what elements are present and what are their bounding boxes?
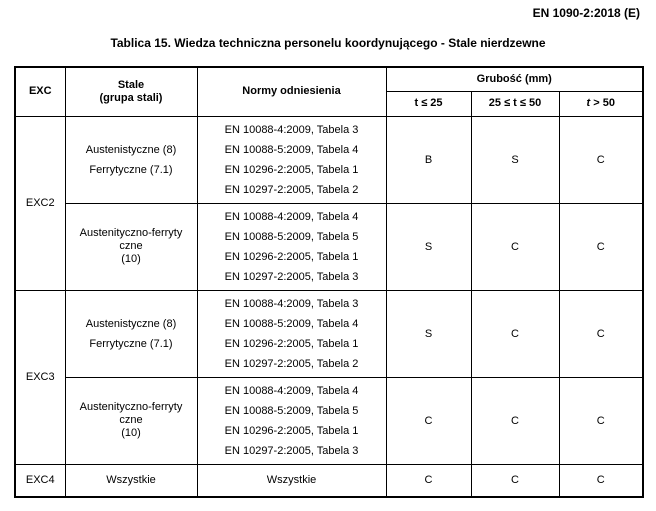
norm-line: EN 10296-2:2005, Tabela 1 (224, 163, 359, 176)
table-row-exc4 (15, 464, 643, 497)
stale-line: czne (119, 414, 143, 426)
norm-line: EN 10088-4:2009, Tabela 3 (224, 297, 359, 310)
exc3-cell: EXC3 (15, 290, 65, 464)
table-title: Tablica 15. Wiedza techniczna personelu koordynującego - Stale nierdzewne (110, 36, 546, 50)
stale-line: Ferrytyczne (7.1) (89, 163, 173, 176)
stale-cell (65, 203, 197, 290)
t-gt-50-italic-t: t (586, 97, 591, 109)
stale-line: Austenistyczne (8) (85, 317, 177, 330)
doc-reference: EN 1090-2:2018 (E) (532, 6, 640, 20)
stale-cell (65, 290, 197, 377)
value-cell-t3: C (559, 203, 643, 290)
normy-cell (197, 377, 386, 464)
stale-line: Ferrytyczne (7.1) (89, 337, 173, 350)
col-header-stale-line1: Stale (117, 78, 145, 91)
value-cell-t1: B (386, 116, 471, 203)
col-header-stale-line2: (grupa stali) (99, 91, 163, 104)
norm-line: EN 10088-5:2009, Tabela 5 (224, 230, 359, 243)
stale-line: Austenistyczne (8) (85, 143, 177, 156)
value-cell-t2: C (471, 290, 559, 377)
value-cell-t2: C (471, 377, 559, 464)
col-header-stale (65, 67, 197, 116)
norm-line: EN 10088-4:2009, Tabela 4 (224, 210, 359, 223)
col-header-t-le-25: t ≤ 25 (386, 91, 471, 116)
norm-line: EN 10088-5:2009, Tabela 4 (224, 143, 359, 156)
stale-line: (10) (121, 427, 141, 439)
table-row-exc2-austenityczne (15, 116, 643, 203)
header-row-1 (15, 67, 643, 91)
stale-line: czne (119, 240, 143, 252)
norm-line: EN 10296-2:2005, Tabela 1 (224, 250, 359, 263)
norm-line: EN 10297-2:2005, Tabela 2 (224, 183, 359, 196)
norm-line: EN 10296-2:2005, Tabela 1 (224, 337, 359, 350)
col-header-t-gt-50 (559, 91, 643, 116)
stale-line: Austenityczno-ferryty (79, 401, 183, 413)
value-cell-t2: C (471, 464, 559, 497)
norm-line: EN 10088-5:2009, Tabela 4 (224, 317, 359, 330)
norm-line: EN 10297-2:2005, Tabela 2 (224, 357, 359, 370)
normy-cell (197, 203, 386, 290)
value-cell-t1: S (386, 290, 471, 377)
value-cell-t1: C (386, 377, 471, 464)
value-cell-t1: S (386, 203, 471, 290)
table-row-exc3-austenityczne (15, 290, 643, 377)
table-row-exc2-ferrytyczne (15, 203, 643, 290)
col-header-normy: Normy odniesienia (197, 67, 386, 116)
norm-line: EN 10088-4:2009, Tabela 3 (224, 123, 359, 136)
norm-line: EN 10297-2:2005, Tabela 3 (224, 444, 359, 457)
normy-cell (197, 290, 386, 377)
normy-cell (197, 116, 386, 203)
value-cell-t3: C (559, 116, 643, 203)
value-cell-t1: C (386, 464, 471, 497)
norm-line: EN 10297-2:2005, Tabela 3 (224, 270, 359, 283)
norm-line: EN 10088-4:2009, Tabela 4 (224, 384, 359, 397)
stale-line: (10) (121, 253, 141, 265)
table-15 (14, 66, 644, 498)
exc2-cell: EXC2 (15, 116, 65, 290)
stale-cell: Wszystkie (65, 464, 197, 497)
table-row-exc3-ferrytyczne (15, 377, 643, 464)
col-header-grubosc: Grubość (mm) (386, 67, 643, 91)
exc4-cell: EXC4 (15, 464, 65, 497)
t-gt-50-rest: > 50 (593, 97, 615, 109)
stale-cell (65, 377, 197, 464)
value-cell-t2: C (471, 203, 559, 290)
value-cell-t3: C (559, 290, 643, 377)
normy-cell: Wszystkie (197, 464, 386, 497)
stale-line: Austenityczno-ferryty (79, 227, 183, 239)
stale-cell (65, 116, 197, 203)
norm-line: EN 10296-2:2005, Tabela 1 (224, 424, 359, 437)
value-cell-t3: C (559, 377, 643, 464)
value-cell-t2: S (471, 116, 559, 203)
value-cell-t3: C (559, 464, 643, 497)
col-header-25-le-t-le-50: 25 ≤ t ≤ 50 (471, 91, 559, 116)
norm-line: EN 10088-5:2009, Tabela 5 (224, 404, 359, 417)
col-header-exc: EXC (15, 67, 65, 116)
